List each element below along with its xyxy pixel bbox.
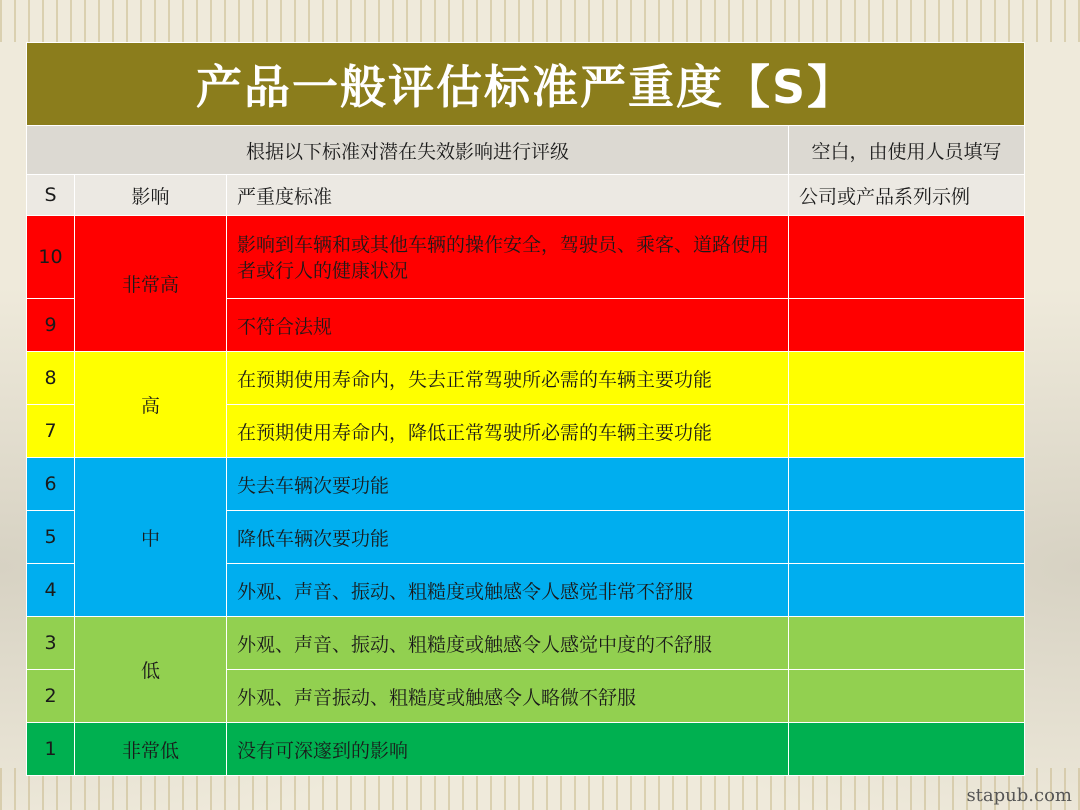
example-cell[interactable] (789, 511, 1025, 564)
subheader-blank-note: 空白，由使用人员填写 (789, 126, 1025, 175)
example-cell[interactable] (789, 352, 1025, 405)
column-header-criteria: 严重度标准 (227, 175, 789, 216)
title-row (27, 43, 1025, 126)
column-header-impact: 影响 (75, 175, 227, 216)
watermark: stapub.com (966, 785, 1072, 806)
column-header-row (27, 175, 1025, 216)
severity-value: 9 (27, 299, 75, 352)
severity-table (26, 42, 1025, 776)
table-row (27, 352, 1025, 405)
impact-level: 非常低 (75, 723, 227, 776)
severity-value: 2 (27, 670, 75, 723)
severity-criteria: 外观、声音、振动、粗糙度或触感令人感觉非常不舒服 (227, 564, 789, 617)
severity-criteria: 失去车辆次要功能 (227, 458, 789, 511)
table-title: 产品一般评估标准严重度【S】 (27, 43, 1025, 126)
severity-value: 1 (27, 723, 75, 776)
severity-criteria: 不符合法规 (227, 299, 789, 352)
table-row (27, 617, 1025, 670)
impact-level: 低 (75, 617, 227, 723)
severity-criteria: 外观、声音、振动、粗糙度或触感令人感觉中度的不舒服 (227, 617, 789, 670)
subheader-instructions: 根据以下标准对潜在失效影响进行评级 (27, 126, 789, 175)
example-cell[interactable] (789, 216, 1025, 299)
table-row (27, 216, 1025, 299)
severity-criteria: 没有可深邃到的影响 (227, 723, 789, 776)
example-cell[interactable] (789, 670, 1025, 723)
example-cell[interactable] (789, 458, 1025, 511)
table-row (27, 458, 1025, 511)
column-header-example: 公司或产品系列示例 (789, 175, 1025, 216)
example-cell[interactable] (789, 617, 1025, 670)
subheader-row (27, 126, 1025, 175)
severity-criteria: 在预期使用寿命内，降低正常驾驶所必需的车辆主要功能 (227, 405, 789, 458)
column-header-s: S (27, 175, 75, 216)
severity-value: 10 (27, 216, 75, 299)
severity-criteria: 降低车辆次要功能 (227, 511, 789, 564)
severity-criteria: 影响到车辆和或其他车辆的操作安全，驾驶员、乘客、道路使用者或行人的健康状况 (227, 216, 789, 299)
example-cell[interactable] (789, 299, 1025, 352)
impact-level: 非常高 (75, 216, 227, 352)
severity-value: 3 (27, 617, 75, 670)
example-cell[interactable] (789, 723, 1025, 776)
example-cell[interactable] (789, 405, 1025, 458)
severity-value: 4 (27, 564, 75, 617)
impact-level: 中 (75, 458, 227, 617)
severity-value: 5 (27, 511, 75, 564)
severity-value: 7 (27, 405, 75, 458)
impact-level: 高 (75, 352, 227, 458)
severity-value: 8 (27, 352, 75, 405)
table-row (27, 723, 1025, 776)
severity-criteria: 在预期使用寿命内，失去正常驾驶所必需的车辆主要功能 (227, 352, 789, 405)
example-cell[interactable] (789, 564, 1025, 617)
severity-criteria: 外观、声音振动、粗糙度或触感令人略微不舒服 (227, 670, 789, 723)
severity-value: 6 (27, 458, 75, 511)
